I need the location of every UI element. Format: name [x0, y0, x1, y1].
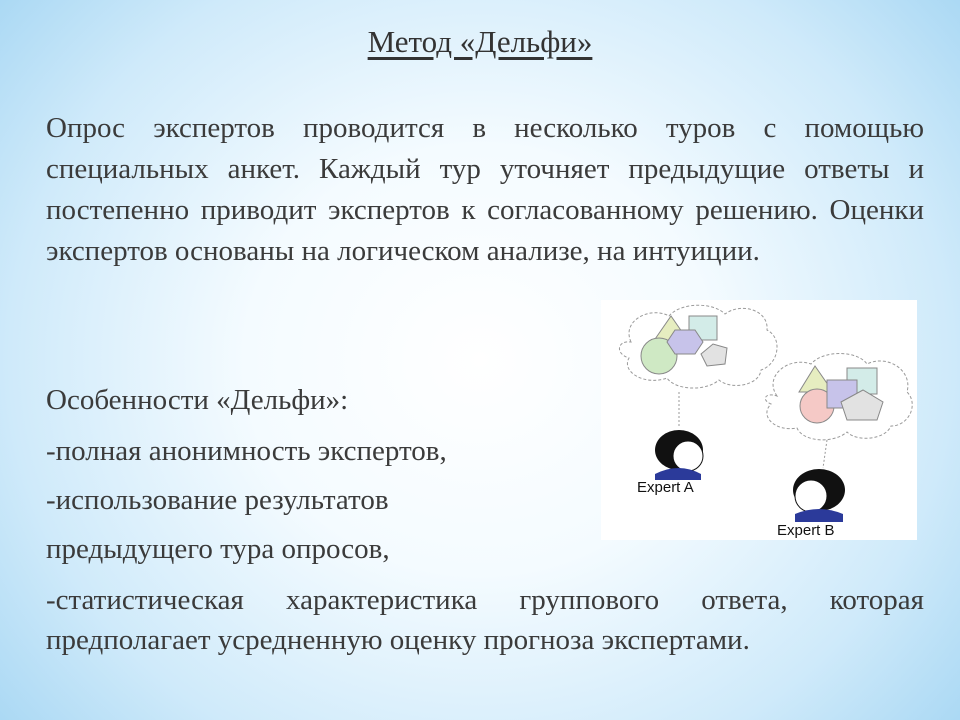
feature-item-continuation: предполагает усредненную оценку прогноза экспертами.: [46, 624, 750, 656]
intro-paragraph: Опрос экспертов проводится в несколько туров с помощью специальных анкет. Каждый тур уточняет предыдущие ответы и постепенно приводит экспертов к согласованному решению. Оценки экспертов основаны на логическом анализе, на интуиции.: [46, 112, 924, 267]
feature-item: -полная анонимность экспертов,: [46, 435, 447, 467]
expert-a-avatar: [655, 430, 703, 480]
features-heading: Особенности «Дельфи»:: [46, 384, 349, 416]
expert-b-avatar: [793, 469, 845, 522]
thought-cloud-b: [765, 354, 912, 440]
experts-diagram: [601, 300, 917, 540]
slide-title: Метод «Дельфи»: [367, 24, 593, 59]
feature-item: -использование результатов: [46, 484, 389, 516]
thought-link-b: [823, 440, 827, 468]
thought-cloud-a: [619, 305, 777, 388]
expert-a-label: Expert A: [637, 479, 694, 496]
feature-item-continuation: предыдущего тура опросов,: [46, 533, 390, 565]
delphi-experts-illustration: [601, 300, 917, 540]
expert-b-label: Expert B: [777, 522, 835, 539]
feature-item: -статистическая характеристика группового ответа, которая: [46, 584, 924, 616]
hexagon-shape: [667, 330, 703, 354]
